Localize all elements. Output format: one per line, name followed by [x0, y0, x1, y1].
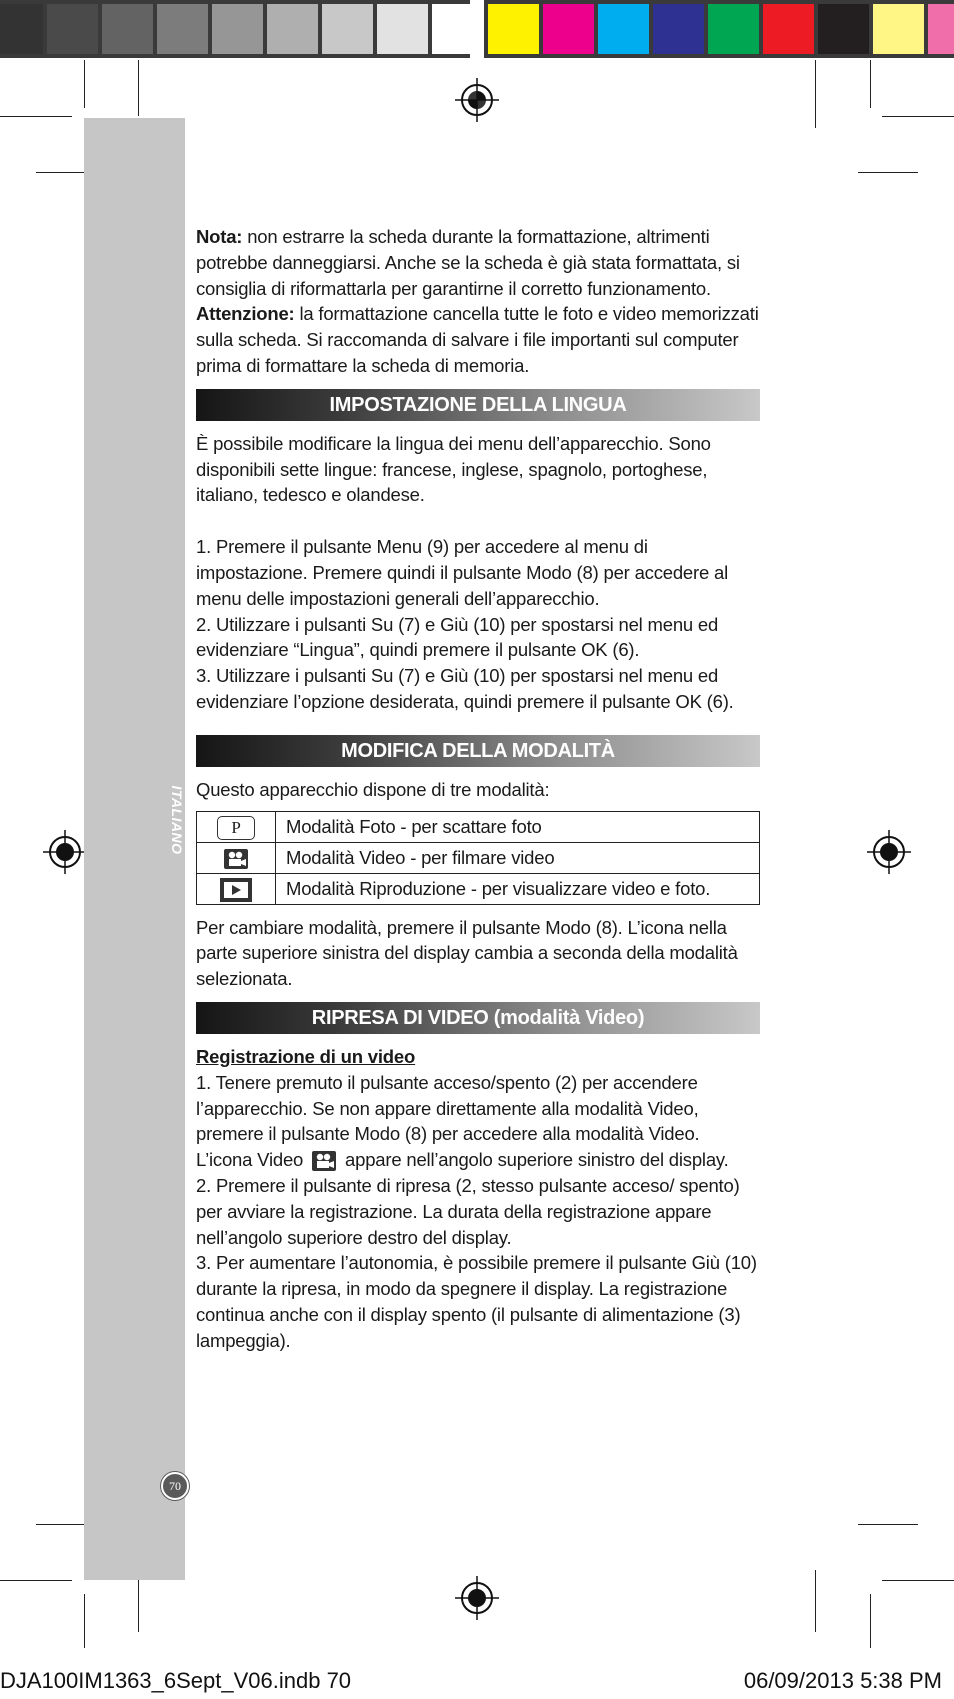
warning-paragraph: Attenzione: la formattazione cancella tutte le foto e video memorizzati sulla scheda. Si raccomanda di salvare i file importanti sul computer prima di formattare la scheda di memoria.: [196, 303, 759, 376]
crop-mark: [815, 60, 816, 128]
calibration-swatch: [322, 4, 373, 54]
video-mode-icon: [224, 849, 248, 869]
table-row: [197, 842, 760, 873]
video-step-2: 2. Premere il pulsante di ripresa (2, stesso pulsante acceso/ spento) per avviare la registrazione. La durata della registrazione appare nell’angolo superiore destro del display.: [196, 1174, 740, 1248]
table-row: [197, 811, 760, 842]
registration-target-icon: [43, 830, 87, 874]
mode-description: Modalità Video - per filmare video: [276, 842, 760, 873]
photo-mode-icon: P: [217, 816, 255, 840]
video-mode-icon: [312, 1151, 336, 1171]
calibration-swatch: [763, 4, 814, 54]
video-step-3: 3. Per aumentare l’autonomia, è possibile premere il pulsante Giù (10) durante la ripresa, in modo da spegnere il display. La registrazione continua anche con il display spento (il pulsante di alimentazione (3) lampeggia).: [196, 1252, 757, 1351]
crop-mark: [882, 116, 954, 117]
mode-change-paragraph: Per cambiare modalità, premere il pulsante Modo (8). L’icona nella parte superiore sinistra del display cambia a seconda della modalità selezionata.: [196, 916, 738, 990]
mode-description: Modalità Foto - per scattare foto: [276, 811, 760, 842]
calibration-swatch: [488, 4, 539, 54]
page-content: [196, 224, 760, 1354]
calibration-swatch: [873, 4, 924, 54]
registration-target-icon: [455, 1576, 499, 1620]
language-label: ITALIANO: [169, 785, 185, 855]
registration-target-icon: [867, 830, 911, 874]
crop-mark: [0, 116, 72, 117]
playback-mode-icon: [220, 878, 252, 902]
video-step-1: 1. Tenere premuto il pulsante acceso/spento (2) per accendere l’apparecchio. Se non appare direttamente alla modalità Video, premere il pulsante Modo (8) per accedere alla modalità Video. L’icona Video appare nell’angolo superiore sinistro del display.: [196, 1071, 729, 1171]
language-intro: È possibile modificare la lingua dei menu dell’apparecchio. Sono disponibili sette lingue: francese, inglese, spagnolo, portoghese, italiano, tedesco e olandese.: [196, 432, 711, 506]
calibration-swatch: [543, 4, 594, 54]
calibration-swatch: [818, 4, 869, 54]
calibration-swatch: [598, 4, 649, 54]
crop-mark: [84, 1594, 85, 1648]
calibration-swatch: [377, 4, 428, 54]
crop-mark: [858, 1524, 918, 1525]
crop-mark: [870, 1594, 871, 1648]
color-calibration-bar: [0, 0, 954, 58]
calibration-swatch: [157, 4, 208, 54]
calibration-swatch: [928, 4, 954, 54]
calibration-swatch: [432, 4, 483, 54]
calibration-swatch: [0, 4, 43, 54]
section-heading-language: IMPOSTAZIONE DELLA LINGUA: [196, 389, 760, 421]
calibration-swatch: [267, 4, 318, 54]
language-step-3: 3. Utilizzare i pulsanti Su (7) e Giù (10) per spostarsi nel menu ed evidenziare l’opzione desiderata, quindi premere il pulsante OK (6).: [196, 665, 734, 712]
section-heading-mode: MODIFICA DELLA MODALITÀ: [196, 735, 760, 767]
table-row: [197, 873, 760, 904]
crop-mark: [858, 172, 918, 173]
calibration-swatch: [47, 4, 98, 54]
calibration-swatch: [653, 4, 704, 54]
crop-mark: [138, 60, 139, 116]
section-heading-video: RIPRESA DI VIDEO (modalità Video): [196, 1002, 760, 1034]
calibration-swatch: [102, 4, 153, 54]
modes-table: [196, 811, 760, 905]
calibration-swatch: [708, 4, 759, 54]
page-number: 70: [161, 1472, 189, 1500]
language-tab: [157, 760, 197, 880]
language-step-2: 2. Utilizzare i pulsanti Su (7) e Giù (10) per spostarsi nel menu ed evidenziare “Lingua”, quindi premere il pulsante OK (6).: [196, 613, 719, 661]
crop-mark: [870, 60, 871, 108]
footer-datetime: 06/09/2013 5:38 PM: [743, 1668, 942, 1693]
registration-target-icon: [455, 78, 499, 122]
mode-description: Modalità Riproduzione - per visualizzare video e foto.: [276, 873, 760, 904]
language-step-1: 1. Premere il pulsante Menu (9) per accedere al menu di impostazione. Premere quindi il pulsante Modo (8) per accedere al menu delle impostazioni generali dell’apparecchio.: [196, 536, 729, 609]
footer-file-name: DJA100IM1363_6Sept_V06.indb 70: [0, 1668, 352, 1693]
mode-intro: Questo apparecchio dispone di tre modalità:: [196, 778, 550, 800]
video-subtitle: Registrazione di un video: [196, 1045, 416, 1067]
crop-mark: [84, 60, 85, 108]
crop-mark: [882, 1580, 954, 1581]
crop-mark: [0, 1580, 72, 1581]
note-paragraph: Nota: non estrarre la scheda durante la formattazione, altrimenti potrebbe danneggiarsi. Anche se la scheda è già stata formattata, si consiglia di riformattarla per garantirne il corretto funzionamento.: [196, 226, 740, 299]
crop-mark: [815, 1570, 816, 1632]
calibration-swatch: [212, 4, 263, 54]
